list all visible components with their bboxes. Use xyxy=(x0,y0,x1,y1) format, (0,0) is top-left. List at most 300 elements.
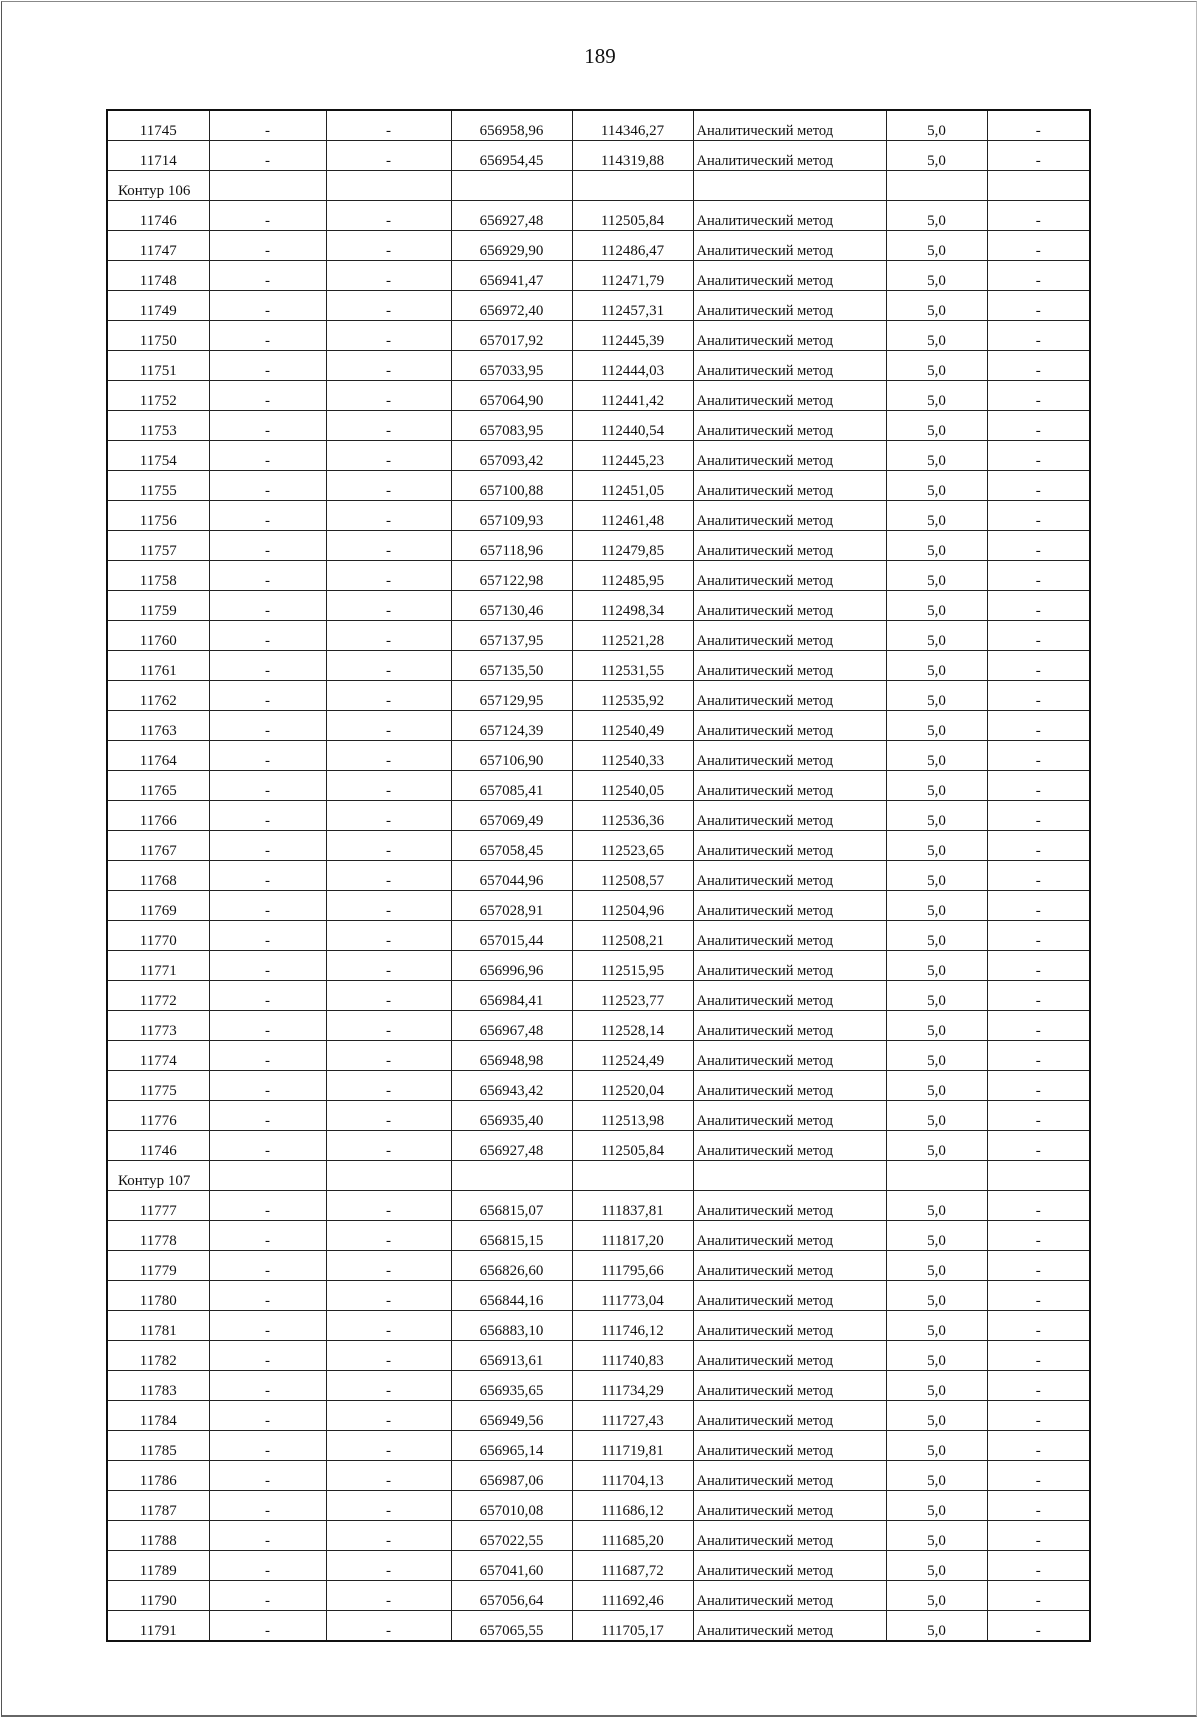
point-id-cell: 11775 xyxy=(107,1071,209,1101)
blank-cell xyxy=(209,1161,326,1191)
empty-value-cell: - xyxy=(209,981,326,1011)
coord-y-cell: 112508,21 xyxy=(572,921,693,951)
coord-y-cell: 111740,83 xyxy=(572,1341,693,1371)
empty-value-cell: - xyxy=(326,1521,451,1551)
coord-y-cell: 112461,48 xyxy=(572,501,693,531)
method-cell: Аналитический метод xyxy=(693,651,886,681)
coord-y-cell: 112486,47 xyxy=(572,231,693,261)
accuracy-cell: 5,0 xyxy=(886,441,987,471)
empty-value-cell: - xyxy=(209,1581,326,1611)
point-id-cell: 11752 xyxy=(107,381,209,411)
table-row xyxy=(107,441,1090,471)
empty-value-cell: - xyxy=(326,1311,451,1341)
blank-cell xyxy=(886,1161,987,1191)
blank-cell xyxy=(572,1161,693,1191)
method-cell: Аналитический метод xyxy=(693,1461,886,1491)
page-number: 189 xyxy=(584,44,616,68)
empty-value-cell: - xyxy=(326,771,451,801)
table-row xyxy=(107,201,1090,231)
point-id-cell: 11750 xyxy=(107,321,209,351)
coord-y-cell: 112523,77 xyxy=(572,981,693,1011)
accuracy-cell: 5,0 xyxy=(886,1431,987,1461)
table-row xyxy=(107,741,1090,771)
coord-y-cell: 114346,27 xyxy=(572,110,693,141)
method-cell: Аналитический метод xyxy=(693,621,886,651)
accuracy-cell: 5,0 xyxy=(886,381,987,411)
accuracy-cell: 5,0 xyxy=(886,411,987,441)
coord-y-cell: 111746,12 xyxy=(572,1311,693,1341)
empty-value-cell: - xyxy=(326,831,451,861)
empty-value-cell: - xyxy=(326,1221,451,1251)
coord-x-cell: 656927,48 xyxy=(451,1131,572,1161)
note-cell: - xyxy=(987,531,1090,561)
coord-x-cell: 657118,96 xyxy=(451,531,572,561)
note-cell: - xyxy=(987,1371,1090,1401)
coord-x-cell: 657015,44 xyxy=(451,921,572,951)
method-cell: Аналитический метод xyxy=(693,1221,886,1251)
accuracy-cell: 5,0 xyxy=(886,1251,987,1281)
empty-value-cell: - xyxy=(209,1401,326,1431)
point-id-cell: 11777 xyxy=(107,1191,209,1221)
empty-value-cell: - xyxy=(209,201,326,231)
note-cell: - xyxy=(987,1611,1090,1642)
method-cell: Аналитический метод xyxy=(693,141,886,171)
coord-x-cell: 657058,45 xyxy=(451,831,572,861)
table-row xyxy=(107,891,1090,921)
empty-value-cell: - xyxy=(209,561,326,591)
coord-x-cell: 656883,10 xyxy=(451,1311,572,1341)
coord-x-cell: 657122,98 xyxy=(451,561,572,591)
empty-value-cell: - xyxy=(209,1311,326,1341)
empty-value-cell: - xyxy=(209,411,326,441)
accuracy-cell: 5,0 xyxy=(886,531,987,561)
coord-y-cell: 111837,81 xyxy=(572,1191,693,1221)
empty-value-cell: - xyxy=(326,321,451,351)
method-cell: Аналитический метод xyxy=(693,801,886,831)
method-cell: Аналитический метод xyxy=(693,291,886,321)
empty-value-cell: - xyxy=(326,261,451,291)
method-cell: Аналитический метод xyxy=(693,110,886,141)
empty-value-cell: - xyxy=(326,1551,451,1581)
coord-x-cell: 656815,15 xyxy=(451,1221,572,1251)
empty-value-cell: - xyxy=(209,1551,326,1581)
note-cell: - xyxy=(987,591,1090,621)
blank-cell xyxy=(326,1161,451,1191)
coord-y-cell: 112440,54 xyxy=(572,411,693,441)
point-id-cell: 11780 xyxy=(107,1281,209,1311)
note-cell: - xyxy=(987,1011,1090,1041)
accuracy-cell: 5,0 xyxy=(886,771,987,801)
coord-x-cell: 657124,39 xyxy=(451,711,572,741)
coord-y-cell: 112505,84 xyxy=(572,201,693,231)
point-id-cell: 11791 xyxy=(107,1611,209,1642)
empty-value-cell: - xyxy=(209,681,326,711)
empty-value-cell: - xyxy=(209,471,326,501)
coord-y-cell: 111817,20 xyxy=(572,1221,693,1251)
coord-y-cell: 112508,57 xyxy=(572,861,693,891)
empty-value-cell: - xyxy=(326,1581,451,1611)
accuracy-cell: 5,0 xyxy=(886,201,987,231)
table-row xyxy=(107,110,1090,141)
note-cell: - xyxy=(987,1401,1090,1431)
note-cell: - xyxy=(987,561,1090,591)
note-cell: - xyxy=(987,501,1090,531)
coord-y-cell: 111734,29 xyxy=(572,1371,693,1401)
empty-value-cell: - xyxy=(209,1521,326,1551)
coord-x-cell: 657106,90 xyxy=(451,741,572,771)
empty-value-cell: - xyxy=(209,861,326,891)
coord-y-cell: 112513,98 xyxy=(572,1101,693,1131)
point-id-cell: 11768 xyxy=(107,861,209,891)
method-cell: Аналитический метод xyxy=(693,921,886,951)
coord-y-cell: 112521,28 xyxy=(572,621,693,651)
point-id-cell: 11745 xyxy=(107,110,209,141)
point-id-cell: 11751 xyxy=(107,351,209,381)
point-id-cell: 11783 xyxy=(107,1371,209,1401)
accuracy-cell: 5,0 xyxy=(886,801,987,831)
coord-x-cell: 657041,60 xyxy=(451,1551,572,1581)
note-cell: - xyxy=(987,1131,1090,1161)
empty-value-cell: - xyxy=(209,1611,326,1642)
coord-y-cell: 112444,03 xyxy=(572,351,693,381)
note-cell: - xyxy=(987,981,1090,1011)
coord-y-cell: 112451,05 xyxy=(572,471,693,501)
accuracy-cell: 5,0 xyxy=(886,651,987,681)
empty-value-cell: - xyxy=(326,591,451,621)
coord-x-cell: 656844,16 xyxy=(451,1281,572,1311)
coord-x-cell: 657085,41 xyxy=(451,771,572,801)
method-cell: Аналитический метод xyxy=(693,1311,886,1341)
note-cell: - xyxy=(987,110,1090,141)
table-row xyxy=(107,681,1090,711)
point-id-cell: 11753 xyxy=(107,411,209,441)
point-id-cell: 11765 xyxy=(107,771,209,801)
point-id-cell: 11776 xyxy=(107,1101,209,1131)
method-cell: Аналитический метод xyxy=(693,1491,886,1521)
table-row xyxy=(107,321,1090,351)
table-row xyxy=(107,531,1090,561)
point-id-cell: 11749 xyxy=(107,291,209,321)
empty-value-cell: - xyxy=(326,381,451,411)
point-id-cell: 11773 xyxy=(107,1011,209,1041)
point-id-cell: 11756 xyxy=(107,501,209,531)
note-cell: - xyxy=(987,741,1090,771)
point-id-cell: 11790 xyxy=(107,1581,209,1611)
coord-x-cell: 656927,48 xyxy=(451,201,572,231)
contour-label: Контур 106 xyxy=(107,171,209,201)
empty-value-cell: - xyxy=(326,1461,451,1491)
coord-x-cell: 656987,06 xyxy=(451,1461,572,1491)
coord-y-cell: 111795,66 xyxy=(572,1251,693,1281)
point-id-cell: 11789 xyxy=(107,1551,209,1581)
coord-x-cell: 657093,42 xyxy=(451,441,572,471)
method-cell: Аналитический метод xyxy=(693,1401,886,1431)
empty-value-cell: - xyxy=(326,981,451,1011)
point-id-cell: 11714 xyxy=(107,141,209,171)
method-cell: Аналитический метод xyxy=(693,741,886,771)
coord-x-cell: 657130,46 xyxy=(451,591,572,621)
accuracy-cell: 5,0 xyxy=(886,891,987,921)
empty-value-cell: - xyxy=(326,1071,451,1101)
method-cell: Аналитический метод xyxy=(693,1251,886,1281)
empty-value-cell: - xyxy=(326,951,451,981)
note-cell: - xyxy=(987,1521,1090,1551)
coord-y-cell: 112536,36 xyxy=(572,801,693,831)
accuracy-cell: 5,0 xyxy=(886,831,987,861)
method-cell: Аналитический метод xyxy=(693,531,886,561)
accuracy-cell: 5,0 xyxy=(886,861,987,891)
empty-value-cell: - xyxy=(326,1251,451,1281)
table-row xyxy=(107,771,1090,801)
empty-value-cell: - xyxy=(209,741,326,771)
accuracy-cell: 5,0 xyxy=(886,471,987,501)
point-id-cell: 11760 xyxy=(107,621,209,651)
empty-value-cell: - xyxy=(326,1491,451,1521)
table-row xyxy=(107,231,1090,261)
point-id-cell: 11764 xyxy=(107,741,209,771)
empty-value-cell: - xyxy=(209,711,326,741)
accuracy-cell: 5,0 xyxy=(886,1221,987,1251)
accuracy-cell: 5,0 xyxy=(886,291,987,321)
empty-value-cell: - xyxy=(326,1131,451,1161)
method-cell: Аналитический метод xyxy=(693,1611,886,1642)
empty-value-cell: - xyxy=(209,1131,326,1161)
empty-value-cell: - xyxy=(326,110,451,141)
table-row xyxy=(107,411,1090,441)
empty-value-cell: - xyxy=(209,1011,326,1041)
empty-value-cell: - xyxy=(209,1251,326,1281)
method-cell: Аналитический метод xyxy=(693,441,886,471)
point-id-cell: 11767 xyxy=(107,831,209,861)
point-id-cell: 11778 xyxy=(107,1221,209,1251)
method-cell: Аналитический метод xyxy=(693,381,886,411)
point-id-cell: 11746 xyxy=(107,201,209,231)
accuracy-cell: 5,0 xyxy=(886,1041,987,1071)
empty-value-cell: - xyxy=(326,1011,451,1041)
accuracy-cell: 5,0 xyxy=(886,561,987,591)
contour-header-row xyxy=(107,1161,1090,1191)
point-id-cell: 11748 xyxy=(107,261,209,291)
accuracy-cell: 5,0 xyxy=(886,1581,987,1611)
coord-x-cell: 657109,93 xyxy=(451,501,572,531)
accuracy-cell: 5,0 xyxy=(886,231,987,261)
point-id-cell: 11763 xyxy=(107,711,209,741)
coord-y-cell: 112479,85 xyxy=(572,531,693,561)
point-id-cell: 11772 xyxy=(107,981,209,1011)
method-cell: Аналитический метод xyxy=(693,771,886,801)
point-id-cell: 11762 xyxy=(107,681,209,711)
accuracy-cell: 5,0 xyxy=(886,1131,987,1161)
table-row xyxy=(107,711,1090,741)
note-cell: - xyxy=(987,831,1090,861)
point-id-cell: 11761 xyxy=(107,651,209,681)
method-cell: Аналитический метод xyxy=(693,1581,886,1611)
accuracy-cell: 5,0 xyxy=(886,1011,987,1041)
empty-value-cell: - xyxy=(209,1371,326,1401)
coord-y-cell: 112540,49 xyxy=(572,711,693,741)
table-row xyxy=(107,1491,1090,1521)
coord-x-cell: 657137,95 xyxy=(451,621,572,651)
coord-x-cell: 656943,42 xyxy=(451,1071,572,1101)
method-cell: Аналитический метод xyxy=(693,1281,886,1311)
note-cell: - xyxy=(987,231,1090,261)
empty-value-cell: - xyxy=(326,471,451,501)
note-cell: - xyxy=(987,921,1090,951)
note-cell: - xyxy=(987,1581,1090,1611)
coord-y-cell: 114319,88 xyxy=(572,141,693,171)
coord-x-cell: 657100,88 xyxy=(451,471,572,501)
empty-value-cell: - xyxy=(326,801,451,831)
method-cell: Аналитический метод xyxy=(693,231,886,261)
empty-value-cell: - xyxy=(209,1071,326,1101)
table-row xyxy=(107,1281,1090,1311)
table-row xyxy=(107,501,1090,531)
method-cell: Аналитический метод xyxy=(693,1431,886,1461)
empty-value-cell: - xyxy=(326,1341,451,1371)
note-cell: - xyxy=(987,801,1090,831)
method-cell: Аналитический метод xyxy=(693,1011,886,1041)
coord-y-cell: 112471,79 xyxy=(572,261,693,291)
coord-x-cell: 656984,41 xyxy=(451,981,572,1011)
note-cell: - xyxy=(987,1461,1090,1491)
blank-cell xyxy=(693,171,886,201)
point-id-cell: 11784 xyxy=(107,1401,209,1431)
note-cell: - xyxy=(987,1491,1090,1521)
coord-y-cell: 112445,39 xyxy=(572,321,693,351)
note-cell: - xyxy=(987,1281,1090,1311)
table-row xyxy=(107,921,1090,951)
accuracy-cell: 5,0 xyxy=(886,1611,987,1642)
empty-value-cell: - xyxy=(326,921,451,951)
note-cell: - xyxy=(987,1551,1090,1581)
coord-x-cell: 656929,90 xyxy=(451,231,572,261)
table-row xyxy=(107,1071,1090,1101)
accuracy-cell: 5,0 xyxy=(886,1281,987,1311)
empty-value-cell: - xyxy=(209,1221,326,1251)
point-id-cell: 11785 xyxy=(107,1431,209,1461)
table-row xyxy=(107,1401,1090,1431)
coord-x-cell: 657033,95 xyxy=(451,351,572,381)
point-id-cell: 11758 xyxy=(107,561,209,591)
accuracy-cell: 5,0 xyxy=(886,1371,987,1401)
table-row xyxy=(107,1251,1090,1281)
empty-value-cell: - xyxy=(209,621,326,651)
coord-y-cell: 112485,95 xyxy=(572,561,693,591)
coord-y-cell: 112523,65 xyxy=(572,831,693,861)
empty-value-cell: - xyxy=(209,381,326,411)
empty-value-cell: - xyxy=(209,110,326,141)
method-cell: Аналитический метод xyxy=(693,261,886,291)
empty-value-cell: - xyxy=(209,951,326,981)
note-cell: - xyxy=(987,1341,1090,1371)
point-id-cell: 11786 xyxy=(107,1461,209,1491)
table-row xyxy=(107,1191,1090,1221)
method-cell: Аналитический метод xyxy=(693,891,886,921)
method-cell: Аналитический метод xyxy=(693,591,886,621)
empty-value-cell: - xyxy=(326,201,451,231)
method-cell: Аналитический метод xyxy=(693,711,886,741)
empty-value-cell: - xyxy=(209,1101,326,1131)
table-row xyxy=(107,1311,1090,1341)
coord-y-cell: 112505,84 xyxy=(572,1131,693,1161)
empty-value-cell: - xyxy=(209,1491,326,1521)
coord-y-cell: 111704,13 xyxy=(572,1461,693,1491)
empty-value-cell: - xyxy=(209,891,326,921)
coord-y-cell: 111719,81 xyxy=(572,1431,693,1461)
blank-cell xyxy=(209,171,326,201)
table-row xyxy=(107,621,1090,651)
note-cell: - xyxy=(987,891,1090,921)
table-row xyxy=(107,1551,1090,1581)
empty-value-cell: - xyxy=(209,1461,326,1491)
note-cell: - xyxy=(987,711,1090,741)
empty-value-cell: - xyxy=(209,351,326,381)
note-cell: - xyxy=(987,951,1090,981)
coord-x-cell: 657135,50 xyxy=(451,651,572,681)
point-id-cell: 11781 xyxy=(107,1311,209,1341)
note-cell: - xyxy=(987,1251,1090,1281)
accuracy-cell: 5,0 xyxy=(886,1461,987,1491)
blank-cell xyxy=(326,171,451,201)
coord-y-cell: 112528,14 xyxy=(572,1011,693,1041)
table-row xyxy=(107,1371,1090,1401)
coord-x-cell: 656972,40 xyxy=(451,291,572,321)
coord-x-cell: 656948,98 xyxy=(451,1041,572,1071)
coord-x-cell: 657083,95 xyxy=(451,411,572,441)
blank-cell xyxy=(451,171,572,201)
method-cell: Аналитический метод xyxy=(693,411,886,441)
accuracy-cell: 5,0 xyxy=(886,261,987,291)
coord-x-cell: 656967,48 xyxy=(451,1011,572,1041)
coord-x-cell: 656958,96 xyxy=(451,110,572,141)
empty-value-cell: - xyxy=(326,291,451,321)
coord-y-cell: 112441,42 xyxy=(572,381,693,411)
note-cell: - xyxy=(987,1071,1090,1101)
accuracy-cell: 5,0 xyxy=(886,1551,987,1581)
table-row xyxy=(107,1431,1090,1461)
method-cell: Аналитический метод xyxy=(693,831,886,861)
empty-value-cell: - xyxy=(209,1281,326,1311)
method-cell: Аналитический метод xyxy=(693,351,886,381)
point-id-cell: 11766 xyxy=(107,801,209,831)
coord-x-cell: 656826,60 xyxy=(451,1251,572,1281)
empty-value-cell: - xyxy=(326,351,451,381)
empty-value-cell: - xyxy=(326,441,451,471)
coord-x-cell: 656935,65 xyxy=(451,1371,572,1401)
accuracy-cell: 5,0 xyxy=(886,321,987,351)
coord-x-cell: 656965,14 xyxy=(451,1431,572,1461)
coord-y-cell: 112504,96 xyxy=(572,891,693,921)
table-row xyxy=(107,981,1090,1011)
empty-value-cell: - xyxy=(209,1341,326,1371)
table-row xyxy=(107,261,1090,291)
accuracy-cell: 5,0 xyxy=(886,951,987,981)
coordinates-table xyxy=(106,109,1091,1642)
note-cell: - xyxy=(987,681,1090,711)
coord-x-cell: 657010,08 xyxy=(451,1491,572,1521)
empty-value-cell: - xyxy=(209,141,326,171)
accuracy-cell: 5,0 xyxy=(886,921,987,951)
accuracy-cell: 5,0 xyxy=(886,110,987,141)
method-cell: Аналитический метод xyxy=(693,1341,886,1371)
point-id-cell: 11747 xyxy=(107,231,209,261)
coord-y-cell: 111686,12 xyxy=(572,1491,693,1521)
table-row xyxy=(107,381,1090,411)
point-id-cell: 11788 xyxy=(107,1521,209,1551)
table-row xyxy=(107,831,1090,861)
table-row xyxy=(107,1041,1090,1071)
method-cell: Аналитический метод xyxy=(693,1071,886,1101)
